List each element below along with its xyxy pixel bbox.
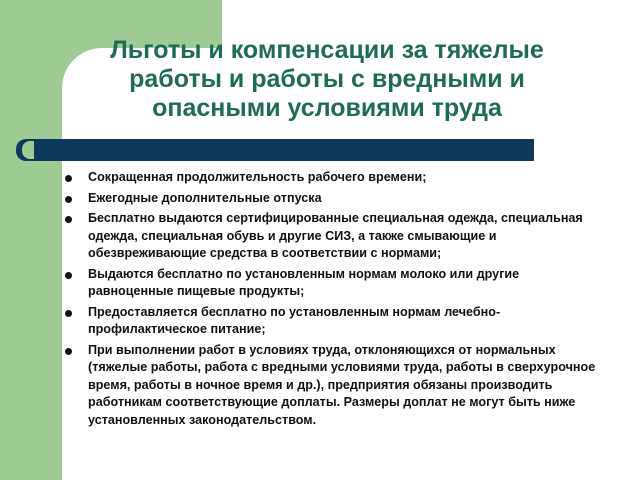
list-item xyxy=(60,210,600,263)
decorative-divider-bar xyxy=(44,139,534,161)
decorative-green-band-lower xyxy=(0,152,62,480)
list-item xyxy=(60,342,600,430)
bullet-text: Сокращенная продолжительность рабочего времени; xyxy=(88,170,427,184)
bullet-icon xyxy=(65,216,72,223)
list-item xyxy=(60,190,600,208)
bullet-icon xyxy=(65,310,72,317)
list-item xyxy=(60,304,600,339)
bullet-icon xyxy=(65,348,72,355)
bullet-list xyxy=(60,169,600,432)
bullet-text: Предоставляется бесплатно по установленным нормам лечебно-профилактическое питание; xyxy=(88,304,501,336)
bullet-text: При выполнении работ в условиях труда, отклоняющихся от нормальных (тяжелые работы, работа с вредными условиями труда, работы в сверхурочное время, работы в ночное время и др.), предприятия обязаны производить работникам соответствующие доплаты. Размеры доплат не могут быть ниже установленных законодательством. xyxy=(88,342,596,427)
bullet-text: Выдаются бесплатно по установленным нормам молоко или другие равноценные пищевые продукты; xyxy=(88,266,520,298)
list-item xyxy=(60,266,600,301)
bullet-icon xyxy=(65,175,72,182)
bullet-text: Ежегодные дополнительные отпуска xyxy=(88,190,322,205)
decorative-bar-highlight xyxy=(22,141,34,159)
bullet-icon xyxy=(65,272,72,279)
slide-title: Льготы и компенсации за тяжелые работы и работы с вредными и опасными условиями труда xyxy=(110,36,544,122)
bullet-text: Бесплатно выдаются сертифицированные специальная одежда, специальная одежда, специальная обувь и другие СИЗ, а также смывающие и обезвреживающие средства в соответствии с нормами; xyxy=(88,211,583,260)
list-item xyxy=(60,169,600,187)
bullet-icon xyxy=(65,196,72,203)
